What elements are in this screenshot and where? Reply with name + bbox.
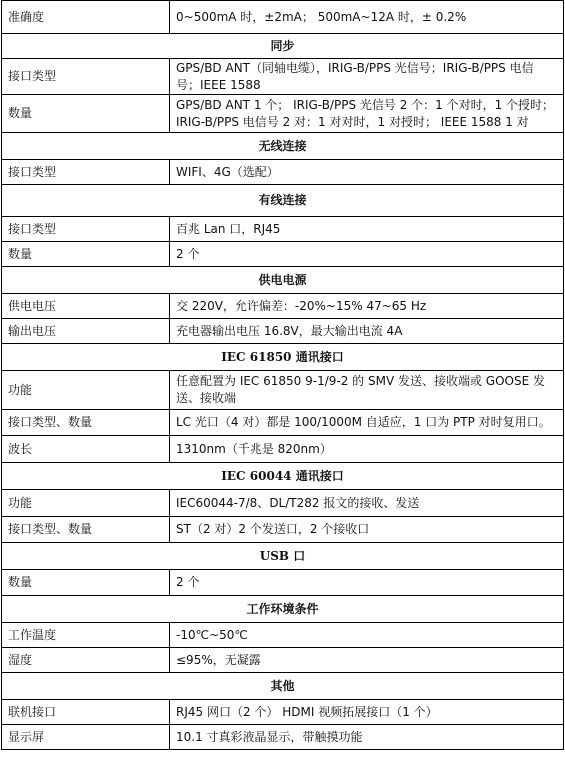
table-row (2, 217, 564, 242)
section-title: 供电电源 (2, 267, 564, 294)
table-row (2, 570, 564, 596)
section-header-row (2, 463, 564, 490)
row-label: 联机接口 (2, 700, 170, 725)
section-title: 有线连接 (2, 185, 564, 217)
section-title: USB 口 (2, 543, 564, 570)
section-title: 其他 (2, 673, 564, 700)
row-label: 接口类型 (2, 217, 170, 242)
table-row (2, 410, 564, 436)
row-value: ST（2 对）2 个发送口，2 个接收口 (170, 517, 564, 543)
table-row (2, 242, 564, 267)
section-header-row (2, 185, 564, 217)
row-label: 准确度 (2, 1, 170, 34)
table-row (2, 95, 564, 133)
table-row (2, 59, 564, 95)
table-row (2, 623, 564, 648)
section-title: IEC 60044 通讯接口 (2, 463, 564, 490)
table-row (2, 700, 564, 725)
row-label: 数量 (2, 95, 170, 133)
section-header-row (2, 543, 564, 570)
row-value: 充电器输出电压 16.8V，最大输出电流 4A (170, 319, 564, 344)
table-row (2, 490, 564, 517)
section-header-row (2, 34, 564, 59)
row-value: WIFI、4G（选配） (170, 160, 564, 185)
row-value: RJ45 网口（2 个） HDMI 视频拓展接口（1 个） (170, 700, 564, 725)
row-label: 输出电压 (2, 319, 170, 344)
row-value: -10℃~50℃ (170, 623, 564, 648)
row-value: 1310nm（千兆是 820nm） (170, 436, 564, 463)
section-title: IEC 61850 通讯接口 (2, 344, 564, 371)
section-title: 工作环境条件 (2, 596, 564, 623)
spec-table (1, 0, 564, 750)
row-value: ≤95%，无凝露 (170, 648, 564, 673)
section-title: 无线连接 (2, 133, 564, 160)
table-row (2, 725, 564, 750)
table-row (2, 160, 564, 185)
row-value: IEC60044-7/8、DL/T282 报文的接收、发送 (170, 490, 564, 517)
row-label: 供电电压 (2, 294, 170, 319)
row-value: 10.1 寸真彩液晶显示，带触摸功能 (170, 725, 564, 750)
row-value: 0~500mA 时，±2mA； 500mA~12A 时，± 0.2% (170, 1, 564, 34)
row-value: GPS/BD ANT（同轴电缆），IRIG-B/PPS 光信号；IRIG-B/PPS 电信号；IEEE 1588 (170, 59, 564, 95)
row-value: LC 光口（4 对）都是 100/1000M 自适应，1 口为 PTP 对时复用口。 (170, 410, 564, 436)
section-header-row (2, 133, 564, 160)
row-label: 功能 (2, 490, 170, 517)
row-value: 百兆 Lan 口，RJ45 (170, 217, 564, 242)
row-value: 交 220V，允许偏差：-20%~15% 47~65 Hz (170, 294, 564, 319)
row-label: 数量 (2, 570, 170, 596)
row-label: 波长 (2, 436, 170, 463)
table-row (2, 294, 564, 319)
row-label: 接口类型、数量 (2, 517, 170, 543)
row-label: 接口类型 (2, 160, 170, 185)
table-row (2, 1, 564, 34)
row-value: GPS/BD ANT 1 个； IRIG-B/PPS 光信号 2 个：1 个对时，1 个授时； IRIG-B/PPS 电信号 2 对：1 对对时，1 对授时； IEEE 1588 1 对 (170, 95, 564, 133)
table-row (2, 648, 564, 673)
row-label: 数量 (2, 242, 170, 267)
row-label: 湿度 (2, 648, 170, 673)
row-label: 工作温度 (2, 623, 170, 648)
table-row (2, 436, 564, 463)
row-value: 任意配置为 IEC 61850 9-1/9-2 的 SMV 发送、接收端或 GOOSE 发送、接收端 (170, 371, 564, 410)
row-label: 接口类型 (2, 59, 170, 95)
table-row (2, 371, 564, 410)
row-value: 2 个 (170, 242, 564, 267)
section-header-row (2, 344, 564, 371)
row-value: 2 个 (170, 570, 564, 596)
row-label: 功能 (2, 371, 170, 410)
row-label: 接口类型、数量 (2, 410, 170, 436)
section-header-row (2, 673, 564, 700)
table-row (2, 517, 564, 543)
section-header-row (2, 596, 564, 623)
section-title: 同步 (2, 34, 564, 59)
table-row (2, 319, 564, 344)
section-header-row (2, 267, 564, 294)
row-label: 显示屏 (2, 725, 170, 750)
